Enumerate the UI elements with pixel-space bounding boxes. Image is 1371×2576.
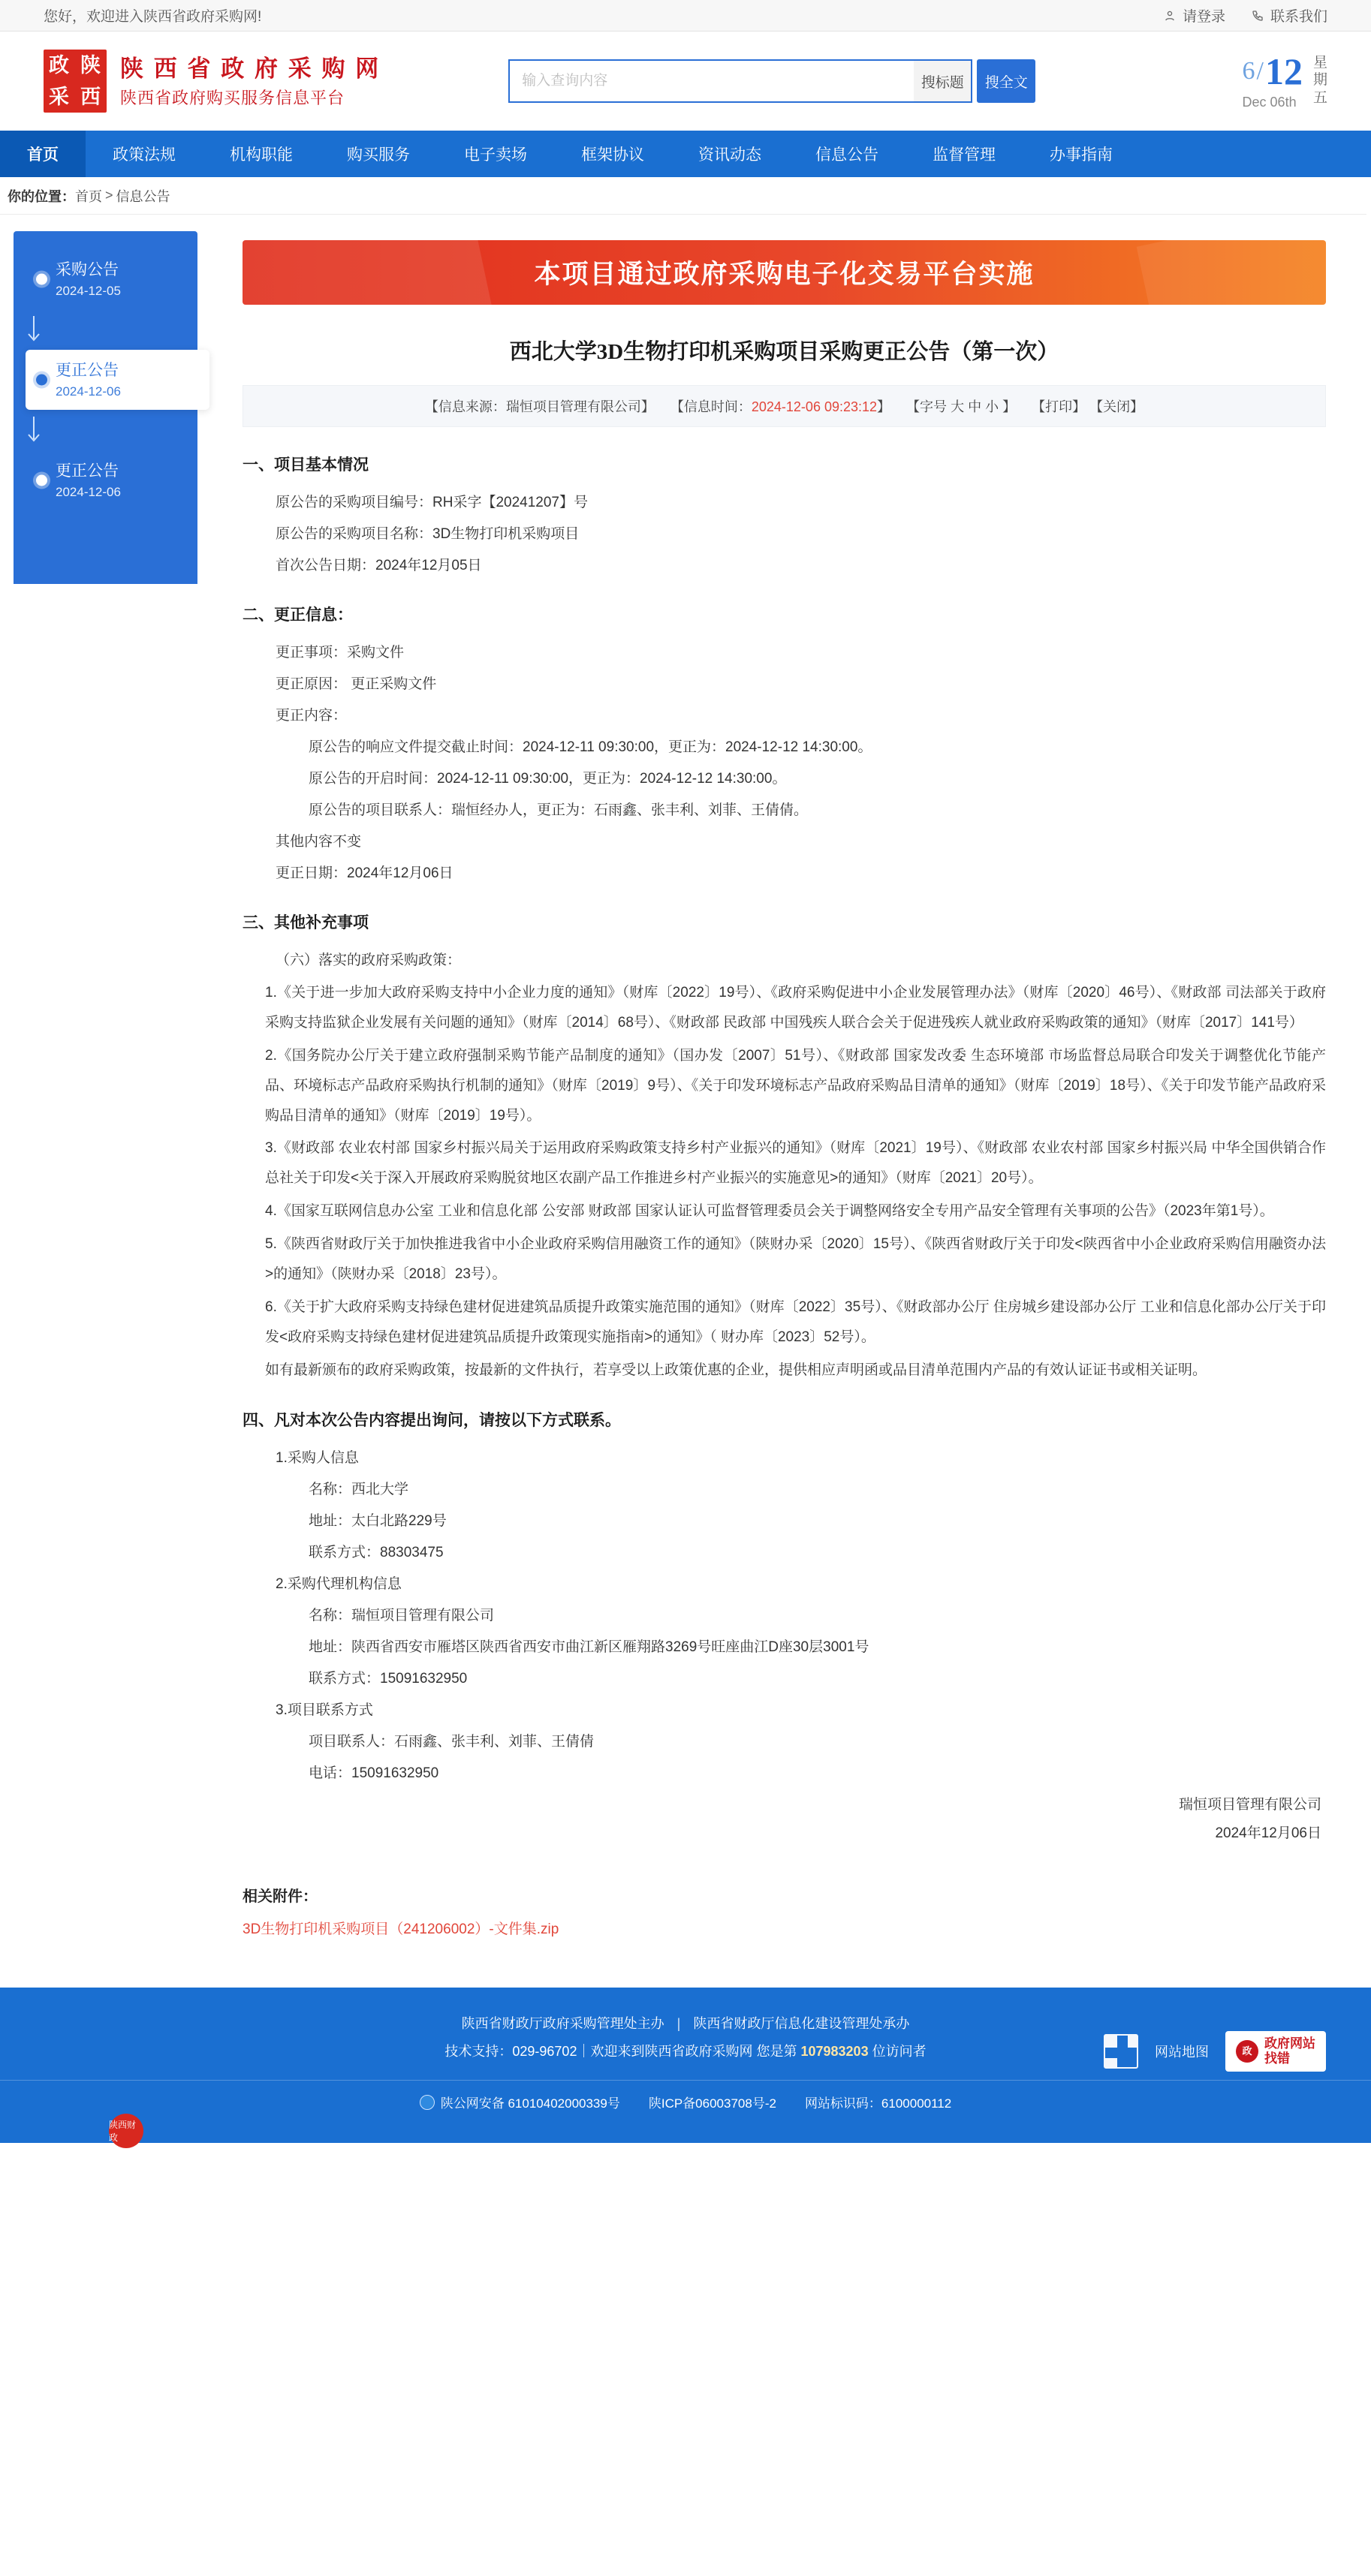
signature-date: 2024年12月06日 [1215,1825,1321,1841]
timeline-dot-icon [36,475,47,486]
site-header [0,32,1371,131]
police-badge-icon [420,2095,435,2110]
visit-suffix: 位访问者 [872,2044,927,2060]
section-1-line-2: 原公告的采购项目名称：3D生物打印机采购项目 [276,526,580,542]
section-3-heading: 三、其他补充事项 [243,914,369,931]
gov-seal-icon: 政 [1236,2040,1258,2063]
login-link[interactable] [1163,5,1225,26]
section-2-line-4: 原公告的响应文件提交截止时间：2024-12-11 09:30:00，更正为：2024-12-12 14:30:00。 [309,739,872,755]
section-2-line-7: 其他内容不变 [276,834,362,850]
footer-right-widgets [1104,2031,1326,2072]
timeline-arrow-2 [14,410,197,450]
date-slash: / [1256,56,1264,85]
section-4-heading: 四、凡对本次公告内容提出询问，请按以下方式联系。 [243,1411,621,1429]
section-2-line-3: 更正内容： [276,708,348,724]
meta-source-label: 【信息来源： [424,399,506,414]
breadcrumb-label: 你的位置： [8,188,75,204]
section-2-line-6: 原公告的项目联系人：瑞恒经办人，更正为：石雨鑫、张丰利、刘菲、王倩倩。 [309,802,809,818]
section-3-policy-2: 2.《国务院办公厅关于建立政府强制采购节能产品制度的通知》（国办发〔2007〕51号）、《财政部 国家发改委 生态环境部 市场监督总局联合印发关于调整优化节能产品、环境标志产品政府采购执行机制的通知》（财库〔2019〕9号）、《关于印发环境标志产品政府采购品目清单的通知》（财库〔2019〕18号）、《关于印发节能产品政府采购品目清单的通知》（财库〔2019〕19号）。 [265,1047,1326,1124]
top-utility-bar [0,0,1371,32]
user-icon [1163,9,1177,23]
article-meta-bar [243,385,1326,427]
breadcrumb-home[interactable]: 首页 [75,188,102,204]
meta-source-end: 】 [640,399,655,414]
gov-badge-line2: 找错 [1264,2051,1290,2066]
nav-item-framework[interactable]: 框架协议 [581,146,644,164]
nav-item-supervision[interactable]: 监督管理 [933,146,996,164]
footer-org-left: 陕西省财政厅政府采购管理处主办 [461,2015,664,2031]
section-3-policy-note: 如有最新颁布的政府采购政策，按最新的文件执行，若享受以上政策优惠的企业，提供相应声明函或品目清单范围内产品的有效认证证书或相关证明。 [265,1362,1207,1378]
top-links [1163,5,1327,26]
print-button[interactable]: 【打印】 [1032,399,1086,414]
project-contact-phone: 电话：15091632950 [309,1765,439,1781]
timeline-item-2-title: 更正公告 [56,361,119,379]
timeline-item-2[interactable] [26,350,209,410]
timeline-dot-icon [36,375,47,386]
timeline-item-1[interactable] [26,249,197,309]
purchaser-contact: 联系方式：88303475 [309,1544,444,1560]
logo-char-1: 政 [49,53,70,77]
icp-text: 陕ICP备06003708号-2 [648,2096,776,2111]
main-nav [0,131,1371,177]
footer-legal-bar [0,2080,1371,2123]
welcome-text: 您好，欢迎进入陕西省政府采购网! [44,9,262,25]
meta-source-value: 瑞恒项目管理有限公司 [505,399,641,414]
agency-name: 名称：瑞恒项目管理有限公司 [309,1607,495,1624]
nav-item-home[interactable]: 首页 [0,131,86,177]
section-3-policy-6: 6.《关于扩大政府采购支持绿色建材促进建筑品质提升政策实施范围的通知》（财库〔2022〕35号）、《财政部办公厅 住房城乡建设部办公厅 工业和信息化部办公厅关于印发<政府采购支持绿色建材促进建筑品质提升政策现实施指南>的通知》（ 财办库〔2023〕52号）。 [265,1299,1326,1345]
timeline-item-3-title: 更正公告 [56,462,119,480]
logo-char-2: 陕 [80,53,101,77]
meta-time-end: 】 [877,399,891,414]
site-title: 陕 西 省 政 府 采 购 网 [120,55,381,82]
attachment-link[interactable]: 3D生物打印机采购项目（241206002）-文件集.zip [243,1921,559,1937]
purchaser-info-heading: 1.采购人信息 [276,1449,359,1466]
date-month: 6 [1242,56,1255,85]
site-identifier [805,2093,951,2111]
police-record-text: 陕公网安备 61010402000339号 [440,2096,620,2111]
section-2-line-8: 更正日期：2024年12月06日 [276,865,453,881]
police-record[interactable] [420,2093,620,2111]
search-area [508,59,1035,103]
footer-divider: | [676,2015,681,2031]
page-content [0,215,1371,1968]
icp-record[interactable] [649,2093,776,2111]
agency-info-heading: 2.采购代理机构信息 [276,1575,402,1592]
search-fulltext-button[interactable]: 搜全文 [977,59,1035,103]
finance-seal-text: 陕西财政 [109,2119,137,2143]
attachments-title: 相关附件： [243,1888,318,1905]
nav-item-announcements[interactable]: 信息公告 [815,146,878,164]
gov-badge-line1: 政府网站 [1264,2036,1315,2051]
meta-time-label: 【信息时间： [670,399,752,414]
footer-tech-text: 技术支持：029-96702｜欢迎来到陕西省政府采购网 您是第 [444,2044,797,2060]
logo-char-3: 采 [49,85,70,108]
breadcrumb-current[interactable]: 信息公告 [116,188,170,204]
weekday-label: 星 期 五 [1312,54,1327,106]
purchaser-name: 名称：西北大学 [309,1481,409,1497]
login-label: 请登录 [1182,9,1225,25]
announcement-timeline [14,231,197,584]
project-contact-heading: 3.项目联系方式 [276,1702,373,1718]
font-size-small-button[interactable]: 小 [985,399,999,414]
section-3-policy-5: 5.《陕西省财政厅关于加快推进我省中小企业政府采购信用融资工作的通知》（陕财办采〔2020〕15号）、《陕西省财政厅关于印发<陕西省中小企业政府采购信用融资办法>的通知》（陕财办采〔2018〕23号）。 [265,1236,1326,1283]
section-3-line-1: （六）落实的政府采购政策： [276,952,462,968]
nav-item-policy[interactable]: 政策法规 [113,146,176,164]
section-1-line-1: 原公告的采购项目编号：RH采字【20241207】号 [276,495,588,510]
project-contact-persons: 项目联系人：石雨鑫、张丰利、刘菲、王倩倩 [309,1733,595,1750]
section-1-line-3: 首次公告日期：2024年12月05日 [276,558,482,573]
date-subtext: Dec 06th [1242,94,1297,110]
nav-item-purchase-service[interactable]: 购买服务 [347,146,410,164]
section-2-line-1: 更正事项：采购文件 [276,645,405,661]
nav-item-functions[interactable]: 机构职能 [230,146,293,164]
breadcrumb [0,177,1366,215]
timeline-item-1-date: 2024-12-05 [56,284,121,298]
agency-address: 地址：陕西省西安市雁塔区陕西省西安市曲江新区雁翔路3269号旺座曲江D座30层3001号 [309,1639,869,1655]
contact-label: 联系我们 [1270,9,1327,25]
platform-banner: 本项目通过政府采购电子化交易平台实施 [243,240,1326,305]
breadcrumb-separator: > [105,188,113,203]
gov-site-report-badge[interactable] [1225,2031,1326,2072]
qr-code-icon[interactable] [1104,2034,1138,2069]
font-size-medium-button[interactable]: 中 [968,399,982,414]
site-subtitle: 陕西省政府购买服务信息平台 [120,88,345,107]
close-button[interactable]: 【关闭】 [1089,399,1144,414]
section-1-heading: 一、项目基本情况 [243,456,369,474]
announcement-article [197,231,1371,1938]
logo-icon [44,50,107,113]
nav-item-guide[interactable]: 办事指南 [1050,146,1113,164]
timeline-item-3[interactable] [26,450,197,510]
page-title: 西北大学3D生物打印机采购项目采购更正公告（第一次） [509,340,1059,364]
timeline-item-3-date: 2024-12-06 [56,485,121,499]
section-3-policy-3: 3.《财政部 农业农村部 国家乡村振兴局关于运用政府采购政策支持乡村产业振兴的通知》（财库〔2021〕19号）、《财政部 农业农村部 国家乡村振兴局 中华全国供销合作总社关于印发<关于深入开展政府采购脱贫地区农副产品工作推进乡村产业振兴的实施意见>的通知》（财库〔2021〕20号）。 [265,1140,1326,1187]
section-2-heading: 二、更正信息： [243,606,353,624]
font-size-large-button[interactable]: 大 [951,399,965,414]
site-logo[interactable] [44,50,381,113]
meta-font-label: 【字号 [906,399,948,414]
visit-count: 107983203 [800,2044,869,2060]
phone-icon [1251,9,1264,23]
timeline-item-2-date: 2024-12-06 [56,384,121,399]
signature-org: 瑞恒项目管理有限公司 [1178,1796,1321,1813]
section-3-policy-1: 1.《关于进一步加大政府采购支持中小企业力度的通知》（财库〔2022〕19号）、《政府采购促进中小企业发展管理办法》（财库〔2020〕46号）、《财政部 司法部关于政府采购支持监狱企业发展有关问题的通知》（财库〔2014〕68号）、《财政部 民政部 中国残疾人联合会关于促进残疾人就业政府采购政策的通知》（财库〔2017〕141号） [265,985,1326,1031]
section-3-policy-4: 4.《国家互联网信息办公室 工业和信息化部 公安部 财政部 国家认证认可监督管理委员会关于调整网络安全专用产品安全管理有关事项的公告》（2023年第1号）。 [265,1203,1274,1220]
timeline-item-1-title: 采购公告 [56,260,119,278]
contact-link[interactable] [1251,5,1327,26]
section-2-line-2: 更正原因： 更正采购文件 [276,676,437,692]
meta-font-end: 】 [1002,399,1017,414]
purchaser-address: 地址：太白北路229号 [309,1512,447,1529]
date-day: 12 [1264,50,1303,92]
footer-org-right: 陕西省财政厅信息化建设管理处承办 [693,2015,910,2031]
timeline-dot-icon [36,274,47,285]
site-id-text: 网站标识码：6100000112 [804,2096,952,2111]
search-input[interactable] [508,59,914,103]
nav-item-news[interactable]: 资讯动态 [698,146,761,164]
search-title-button[interactable]: 搜标题 [914,59,972,103]
agency-contact: 联系方式：15091632950 [309,1670,468,1687]
logo-text [120,53,381,110]
logo-char-4: 西 [80,85,101,108]
meta-time-value: 2024-12-06 09:23:12 [751,399,878,414]
site-footer [0,1988,1371,2144]
nav-item-e-mall[interactable]: 电子卖场 [464,146,527,164]
timeline-arrow-1 [14,309,197,350]
section-2-line-5: 原公告的开启时间：2024-12-11 09:30:00，更正为：2024-12-12 14:30:00。 [309,771,787,787]
sitemap-link[interactable]: 网站地图 [1155,2044,1209,2060]
finance-seal-icon [109,2114,143,2148]
date-widget [1242,50,1327,110]
